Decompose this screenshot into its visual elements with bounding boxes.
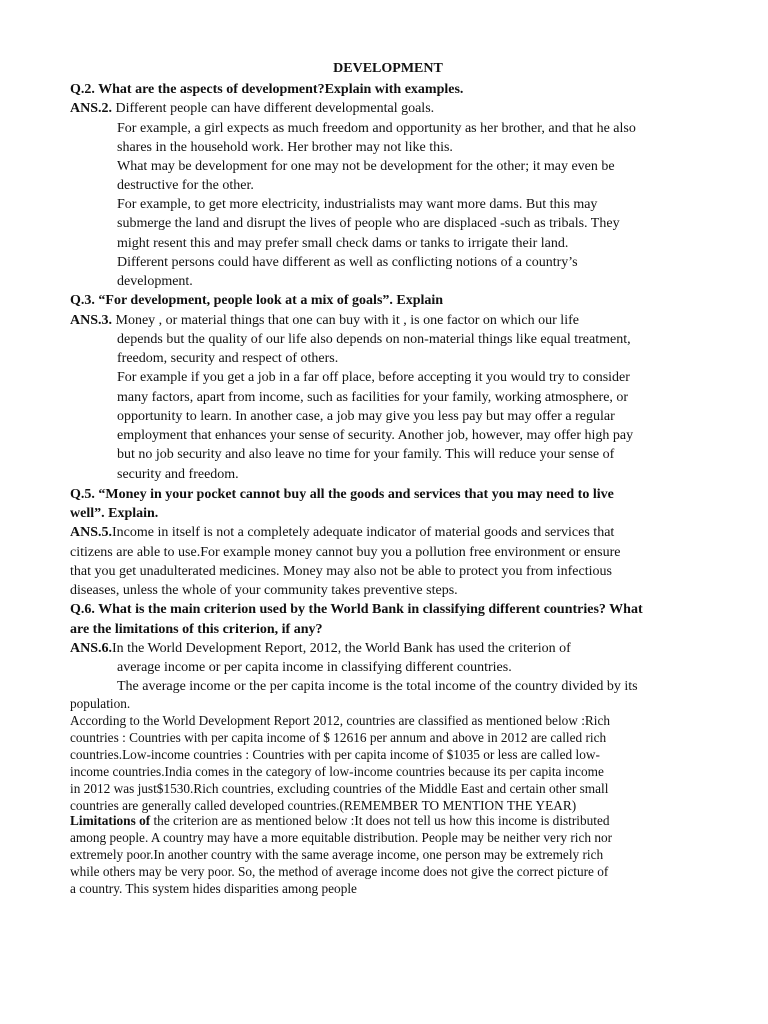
answer-6-first-line bbox=[70, 639, 750, 658]
answer-6-line: countries : Countries with per capita income of $ 12616 per annum and above in 2012 are called rich bbox=[70, 730, 607, 745]
limitations-line: among people. A country may have a more equitable distribution. People may be neither very rich nor bbox=[70, 830, 613, 845]
answer-6-line: According to the World Development Report 2012, countries are classified as mentioned below :Rich bbox=[70, 713, 611, 728]
answer-2-label: ANS.2. bbox=[70, 101, 113, 116]
answer-3-line: security and freedom. bbox=[117, 467, 239, 482]
answer-6-line: countries are generally called developed countries.(REMEMBER TO MENTION THE YEAR) bbox=[70, 798, 577, 813]
answer-3-first-line bbox=[70, 311, 750, 330]
answer-2-line: submerge the land and disrupt the lives of people who are displaced -such as tribals. They bbox=[117, 216, 620, 231]
answer-3-line: freedom, security and respect of others. bbox=[117, 351, 339, 366]
question-5: Q.5. “Money in your pocket cannot buy all the goods and services that you may need to live bbox=[70, 487, 614, 502]
answer-2-first-line bbox=[70, 99, 750, 118]
answer-3-text: Money , or material things that one can buy with it , is one factor on which our life bbox=[112, 313, 579, 328]
answer-6-text: In the World Development Report, 2012, the World Bank has used the criterion of bbox=[112, 641, 571, 656]
answer-3-line: opportunity to learn. In another case, a job may give you less pay but may offer a regular bbox=[117, 409, 615, 424]
answer-2-line: might resent this and may prefer small check dams or tanks to irrigate their land. bbox=[117, 236, 569, 251]
answer-2-line: For example, a girl expects as much freedom and opportunity as her brother, and that he also bbox=[117, 121, 636, 136]
answer-2-line: Different persons could have different as well as conflicting notions of a country’s bbox=[117, 255, 578, 270]
answer-5-text: Income in itself is not a completely adequate indicator of material goods and services that bbox=[112, 525, 615, 540]
answer-3-line: For example if you get a job in a far off place, before accepting it you would try to consider bbox=[117, 370, 630, 385]
question-6: Q.6. What is the main criterion used by the World Bank in classifying different countries? What bbox=[70, 602, 643, 617]
answer-6-line: countries.Low-income countries : Countries with per capita income of $1035 or less are called low- bbox=[70, 747, 600, 762]
answer-5-line: that you get unadulterated medicines. Money may also not be able to protect you from infectious bbox=[70, 564, 612, 579]
limitations-line: a country. This system hides disparities among people bbox=[70, 881, 357, 896]
question-3: Q.3. “For development, people look at a mix of goals”. Explain bbox=[70, 293, 444, 308]
answer-6-line: in 2012 was just$1530.Rich countries, excluding countries of the Middle East and certain other small bbox=[70, 781, 609, 796]
limitations-label: Limitations of bbox=[70, 813, 151, 828]
answer-3-line: many factors, apart from income, such as facilities for your family, working atmosphere, or bbox=[117, 390, 629, 405]
answer-6-line: The average income or the per capita income is the total income of the country divided by its bbox=[117, 679, 638, 694]
answer-3-label: ANS.3. bbox=[70, 313, 113, 328]
limitations-line: while others may be very poor. So, the method of average income does not give the correct picture of bbox=[70, 864, 609, 879]
answer-2-line: For example, to get more electricity, industrialists may want more dams. But this may bbox=[117, 197, 598, 212]
question-2: Q.2. What are the aspects of development?Explain with examples. bbox=[70, 82, 464, 97]
answer-3-line: but no job security and also leave no time for your family. This will reduce your sense of bbox=[117, 447, 615, 462]
limitations-first-line bbox=[70, 812, 750, 829]
limitations-line: extremely poor.In another country with the same average income, one person may be extremely rich bbox=[70, 847, 604, 862]
answer-5-line: citizens are able to use.For example money cannot buy you a pollution free environment or ensure bbox=[70, 545, 621, 560]
limitations-text: the criterion are as mentioned below :It does not tell us how this income is distributed bbox=[150, 813, 610, 828]
answer-6-line: population. bbox=[70, 696, 131, 711]
answer-2-line: destructive for the other. bbox=[117, 178, 254, 193]
answer-5-first-line bbox=[70, 523, 750, 542]
answer-2-text: Different people can have different developmental goals. bbox=[112, 101, 435, 116]
document-title: DEVELOPMENT bbox=[333, 61, 443, 76]
answer-5-label: ANS.5. bbox=[70, 525, 113, 540]
answer-6-label: ANS.6. bbox=[70, 641, 113, 656]
answer-3-line: depends but the quality of our life also depends on non-material things like equal treatment, bbox=[117, 332, 631, 347]
answer-2-line: What may be development for one may not be development for the other; it may even be bbox=[117, 159, 615, 174]
answer-6-line: income countries.India comes in the category of low-income countries because its per capita income bbox=[70, 764, 604, 779]
answer-2-line: shares in the household work. Her brother may not like this. bbox=[117, 140, 453, 155]
answer-3-line: employment that enhances your sense of security. Another job, however, may offer high pay bbox=[117, 428, 634, 443]
answer-2-line: development. bbox=[117, 274, 193, 289]
answer-5-line: diseases, unless the whole of your community takes preventive steps. bbox=[70, 583, 458, 598]
question-5-continued: well”. Explain. bbox=[70, 506, 159, 521]
answer-6-line: average income or per capita income in classifying different countries. bbox=[117, 660, 512, 675]
question-6-continued: are the limitations of this criterion, if any? bbox=[70, 622, 323, 637]
